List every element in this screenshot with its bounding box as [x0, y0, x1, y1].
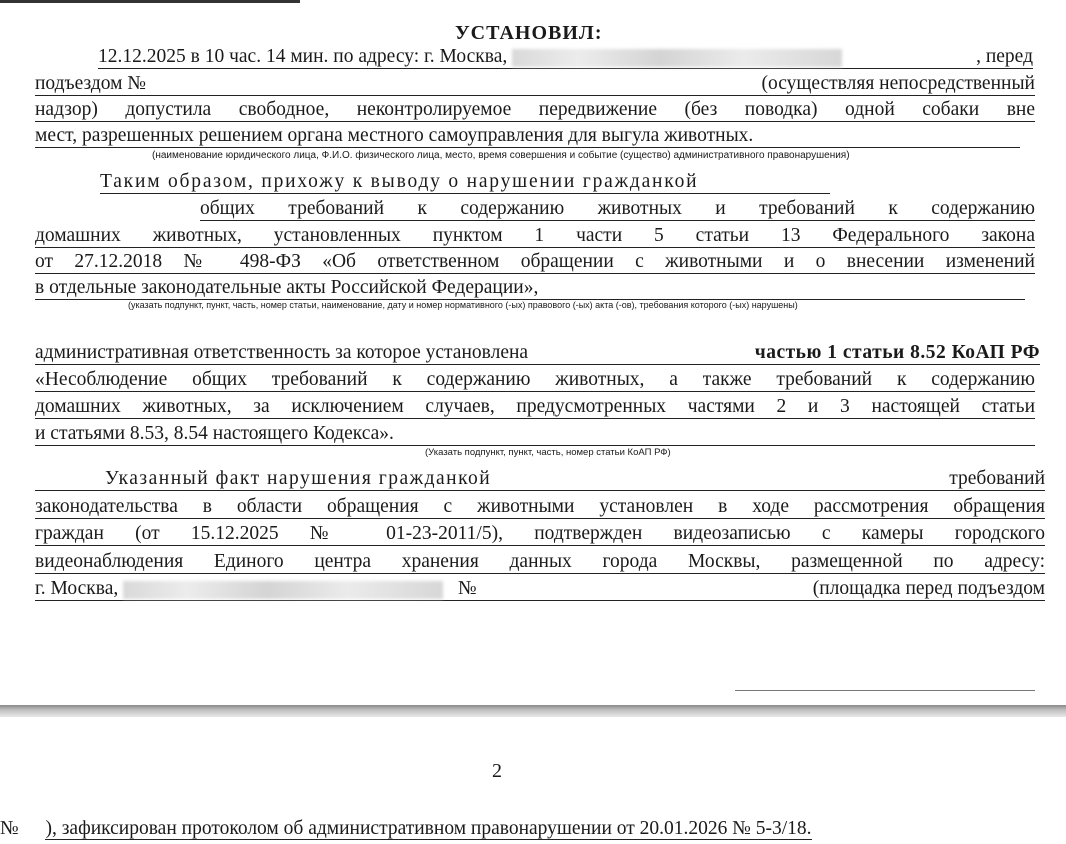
p3-line-4: и статьями 8.53, 8.54 настоящего Кодекса».	[35, 423, 1035, 446]
page2-line-1-text: ), зафиксирован протоколом об административном правонарушении от 20.01.2026 № 5-3/18.	[45, 818, 812, 839]
p1-line-1-end: , перед	[976, 46, 1033, 67]
page2-line-1	[0, 818, 1000, 840]
p1-caption: (наименование юридического лица, Ф.И.О. физического лица, место, время совершения и событие (существо) административного правонарушения)	[152, 150, 850, 161]
page-break	[0, 705, 1066, 717]
p3-line-1-text: административная ответственность за которое установлена	[35, 342, 529, 363]
p1-line-4: мест, разрешенных решением органа местного самоуправления для выгула животных.	[35, 125, 1020, 148]
p4-line-4: видеонаблюдения Единого центра хранения данных города Москвы, размещенной по адресу:	[35, 551, 1045, 572]
redacted-address	[512, 49, 842, 67]
faint-rule	[735, 690, 1035, 691]
p3-line-1-bold: частью 1 статьи 8.52 КоАП РФ	[754, 342, 1040, 363]
p4-line-1	[35, 468, 1045, 491]
p2-line-2: общих требований к содержанию животных и требований к содержанию	[200, 198, 1035, 219]
p1-line-2-text: подъездом №	[35, 73, 146, 94]
p4-line-5-end: (площадка перед подъездом	[812, 578, 1045, 599]
p1-line-2	[35, 73, 1035, 96]
page-number: 2	[492, 760, 502, 782]
p4-line-5	[35, 578, 1045, 601]
p2-line-3: домашних животных, установленных пунктом 1 части 5 статьи 13 Федерального закона	[35, 225, 1035, 246]
p3-line-2: «Несоблюдение общих требований к содержанию животных, а также требований к содержанию	[35, 369, 1035, 390]
p4-line-1-text: Указанный факт нарушения гражданкой	[105, 468, 492, 489]
p4-line-1-end: требований	[949, 468, 1045, 489]
p1-line-3: надзор) допустила свободное, неконтролируемое передвижение (без поводка) одной собаки вне	[35, 99, 1035, 120]
p2-line-4: от 27.12.2018 № 498-ФЗ «Об ответственном обращении с животными и о внесении изменений	[35, 251, 1035, 272]
p2-caption: (указать подпункт, пункт, часть, номер статьи, наименование, дату и номер нормативного (-ых) правового (-ых) акта (-ов), требования которого (-ых) нарушены)	[128, 300, 798, 310]
p4-line-2: законодательства в области обращения с животными установлен в ходе рассмотрения обращения	[35, 496, 1045, 517]
p2-line-1: Таким образом, прихожу к выводу о нарушении гражданкой	[100, 171, 830, 194]
page2-line-1-num: №	[0, 818, 19, 839]
p4-line-5-text: г. Москва,	[35, 578, 119, 599]
p1-line-1-text: 12.12.2025 в 10 час. 14 мин. по адресу: г. Москва,	[98, 46, 508, 67]
redacted-address-2	[123, 581, 443, 599]
p3-line-3: домашних животных, за исключением случаев, предусмотренных частями 2 и 3 настоящей статьи	[35, 396, 1035, 417]
section-heading: УСТАНОВИЛ:	[455, 22, 603, 44]
p3-line-1	[35, 342, 1040, 365]
p4-line-3: граждан (от 15.12.2025 № 01-23-2011/5), подтвержден видеозаписью с камеры городского	[35, 523, 1045, 544]
p3-caption: (Указать подпункт, пункт, часть, номер статьи КоАП РФ)	[425, 447, 671, 458]
p2-line-5: в отдельные законодательные акты Российской Федерации»,	[35, 277, 1025, 300]
scan-edge	[0, 0, 300, 3]
p1-line-2-end: (осуществляя непосредственный	[761, 73, 1035, 94]
p1-line-1	[98, 46, 1033, 69]
p4-line-5-num: №	[458, 578, 477, 599]
